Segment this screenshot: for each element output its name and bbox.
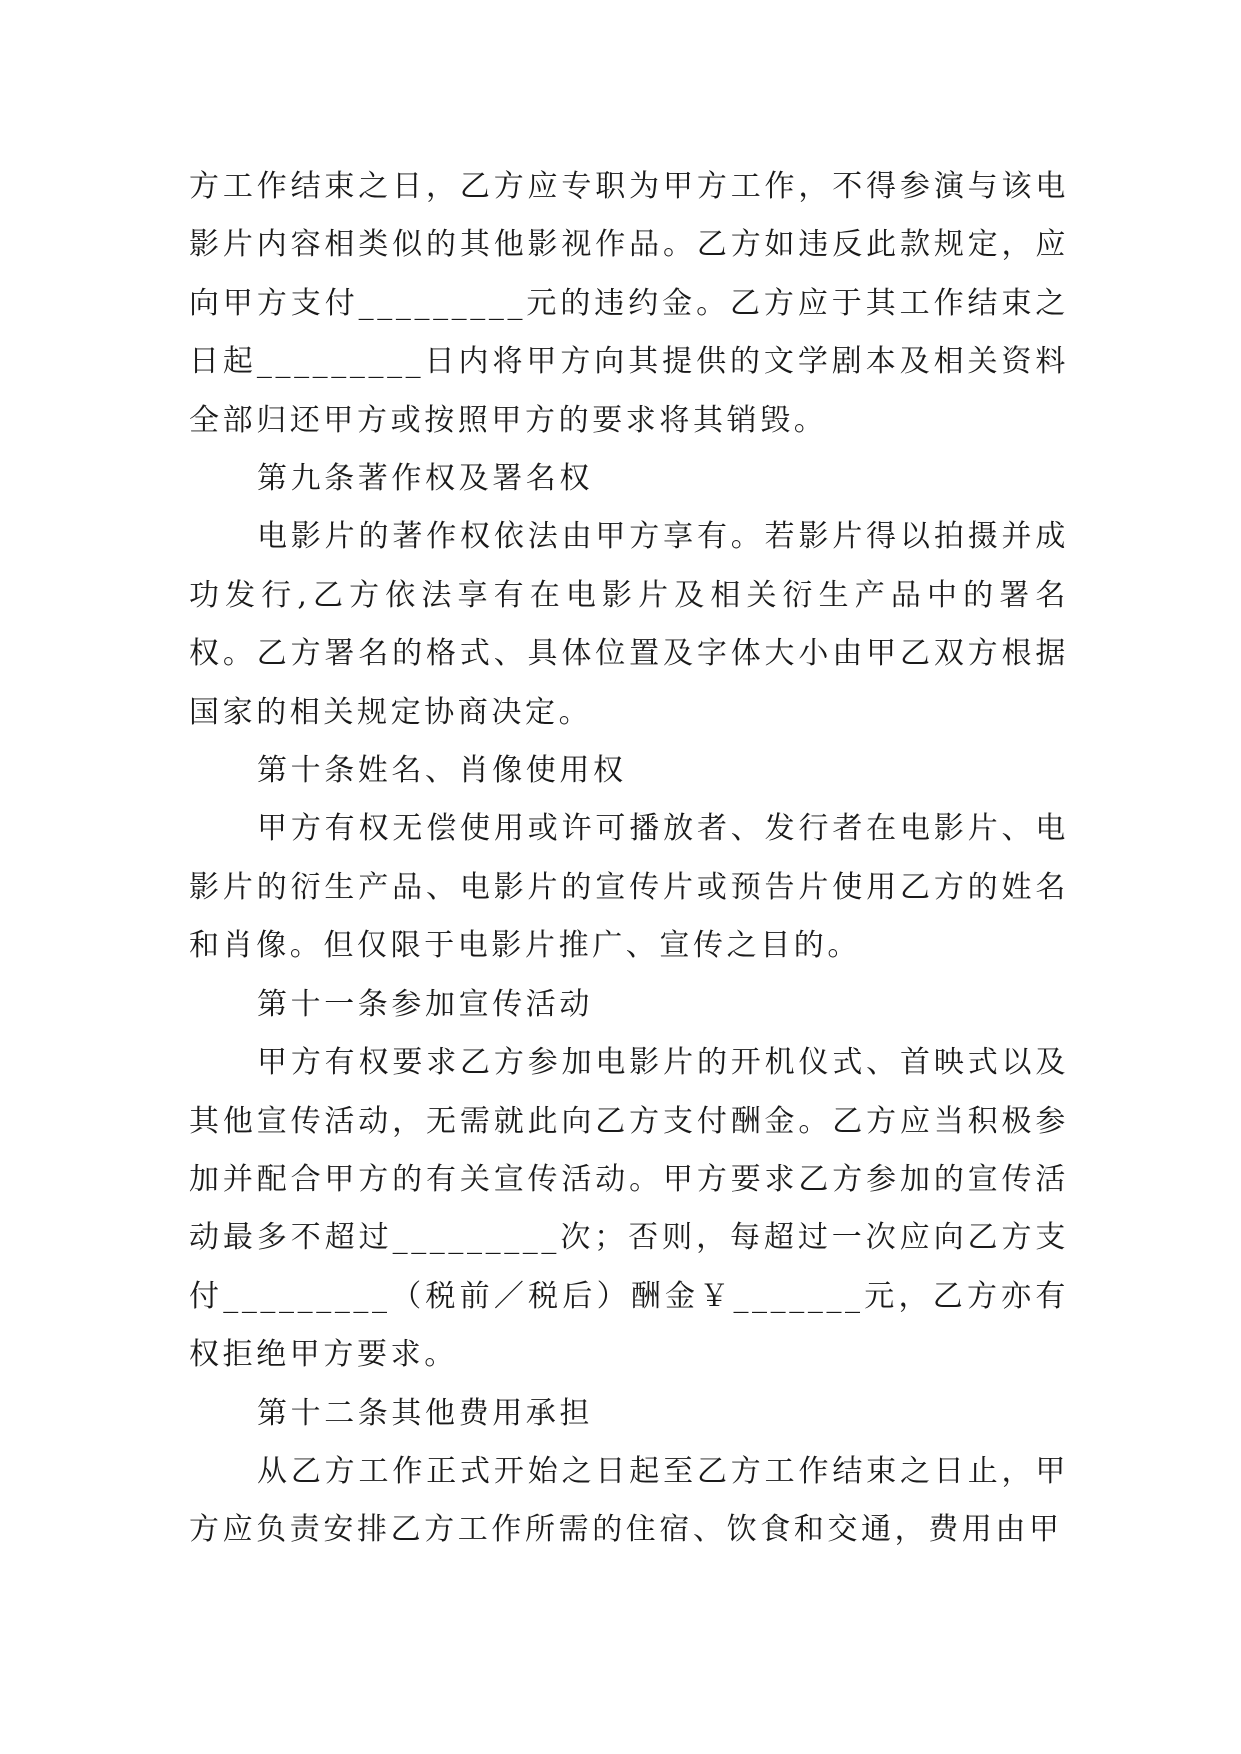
- section-heading-article-12: 第十二条其他费用承担: [257, 1395, 593, 1431]
- paragraph-continuation: 方工作结束之日，乙方应专职为甲方工作，不得参演与该电影片内容相类似的其他影视作品。乙方如违反此款规定，应向甲方支付_________元的违约金。乙方应于其工作结束之日起_________日内将甲方向其提供的文学剧本及相关资料全部归还甲方或按照甲方的要求将其销毁。: [189, 169, 1069, 438]
- document-body: [189, 158, 1069, 1560]
- section-heading-article-9: 第九条著作权及署名权: [257, 461, 593, 497]
- paragraph-article-11: 甲方有权要求乙方参加电影片的开机仪式、首映式以及其他宣传活动，无需就此向乙方支付酬金。乙方应当积极参加并配合甲方的有关宣传活动。甲方要求乙方参加的宣传活动最多不超过_________次；否则，每超过一次应向乙方支付_________（税前／税后）酬金￥_______元，乙方亦有权拒绝甲方要求。: [189, 1045, 1069, 1373]
- section-heading-article-10: 第十条姓名、肖像使用权: [257, 753, 627, 789]
- paragraph-article-9: 电影片的著作权依法由甲方享有。若影片得以拍摄并成功发行,乙方依法享有在电影片及相关衍生产品中的署名权。乙方署名的格式、具体位置及字体大小由甲乙双方根据国家的相关规定协商决定。: [189, 519, 1069, 730]
- paragraph-article-12: 从乙方工作正式开始之日起至乙方工作结束之日止，甲方应负责安排乙方工作所需的住宿、饮食和交通，费用由甲: [189, 1453, 1069, 1548]
- section-heading-article-11: 第十一条参加宣传活动: [257, 986, 593, 1022]
- paragraph-article-10: 甲方有权无偿使用或许可播放者、发行者在电影片、电影片的衍生产品、电影片的宣传片或预告片使用乙方的姓名和肖像。但仅限于电影片推广、宣传之目的。: [189, 811, 1069, 964]
